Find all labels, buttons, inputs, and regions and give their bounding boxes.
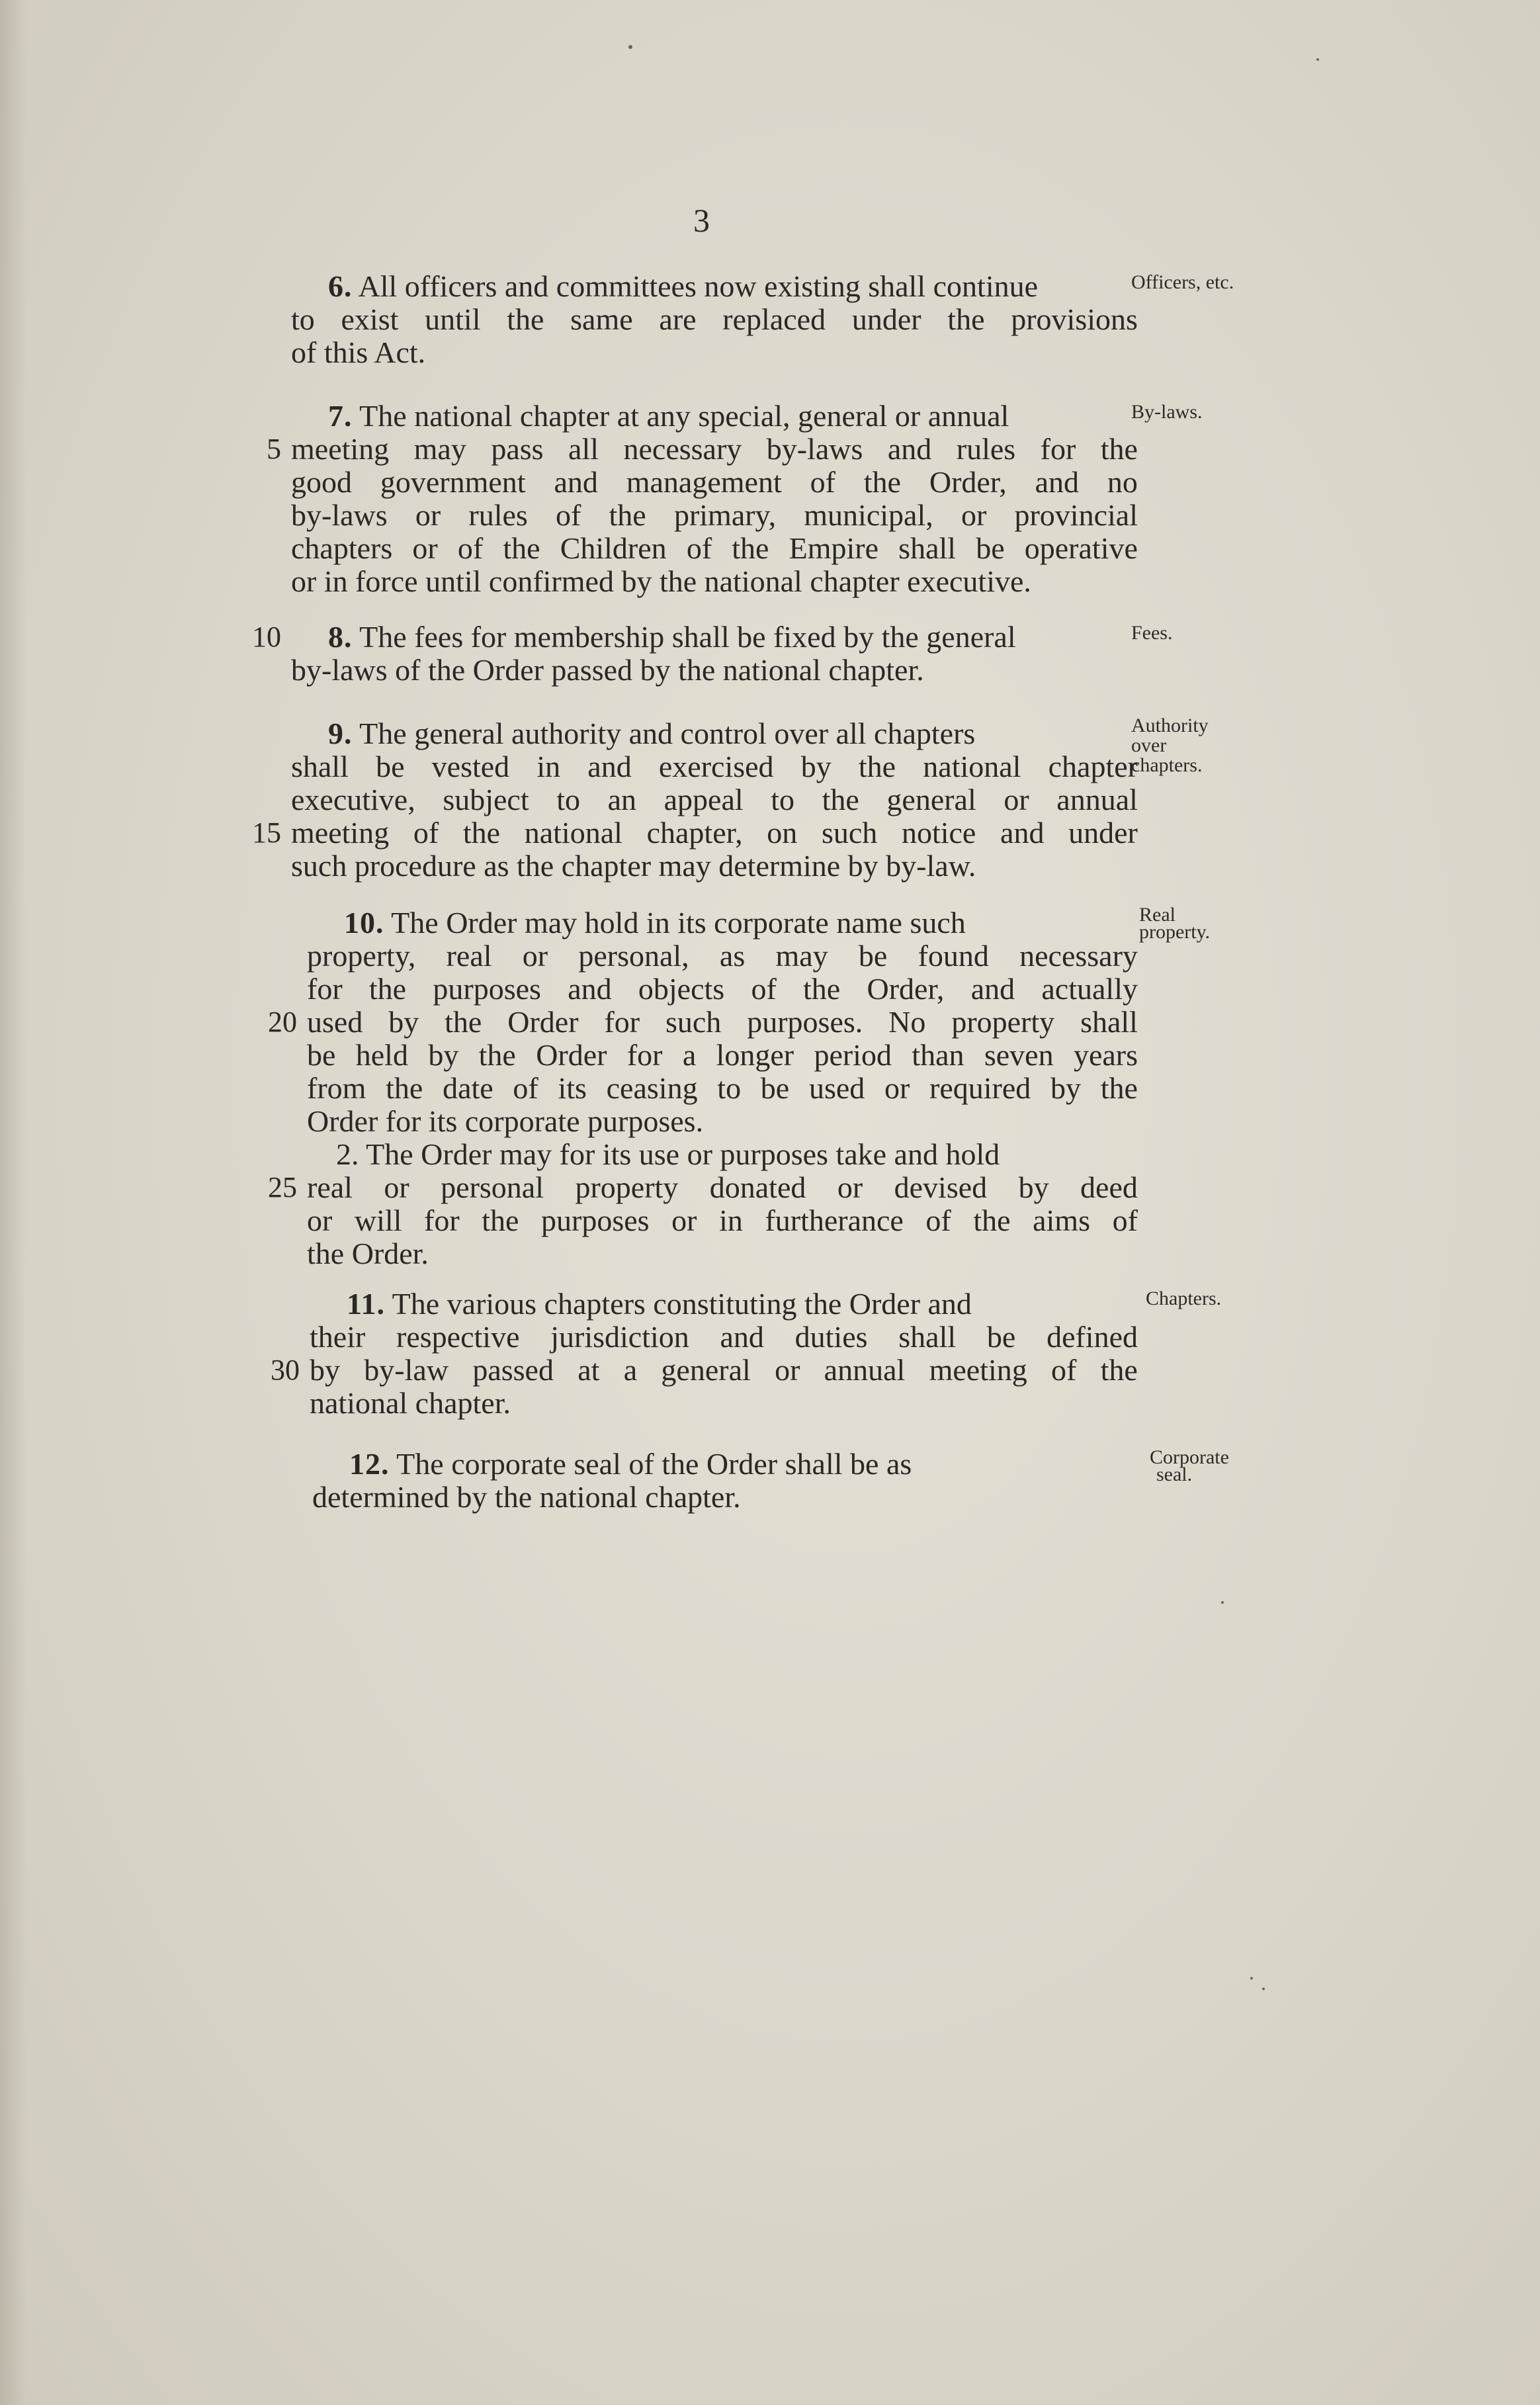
word: No (888, 1005, 926, 1039)
margin-note-by-laws: By-laws. (1131, 401, 1203, 423)
word: furtherance (765, 1203, 904, 1237)
word: Order, (929, 465, 1007, 499)
word: for (604, 1005, 640, 1039)
word: by (800, 750, 832, 783)
section-6 (291, 270, 1138, 369)
word: of (686, 531, 712, 565)
section-7-line-3 (291, 466, 1138, 499)
section-6-line-2 (291, 303, 1138, 336)
word: the (462, 816, 501, 850)
word: by (428, 1038, 459, 1072)
word: its (558, 1071, 587, 1105)
word: the (803, 972, 841, 1006)
margin-note-line: chapters. (1131, 754, 1203, 776)
word: by-law (364, 1353, 449, 1387)
word: or (884, 1071, 910, 1105)
section-10-line-7: Order for its corporate purposes. (307, 1104, 704, 1138)
word: shall (1080, 1005, 1138, 1039)
line-number: 25 (268, 1171, 297, 1203)
section-10-line-3 (307, 973, 1138, 1006)
word: at (578, 1353, 600, 1387)
word: under (851, 302, 921, 336)
word: or (412, 531, 438, 565)
word: period (814, 1038, 892, 1072)
word: deed (1080, 1170, 1138, 1204)
word: of (1051, 1353, 1077, 1387)
word: general (886, 783, 976, 816)
word: subject (443, 783, 529, 816)
word: and (554, 465, 598, 499)
margin-note-chapters: Chapters. (1146, 1288, 1222, 1309)
section-text: The corporate seal of the Order shall be as (396, 1447, 912, 1481)
word: chapter, (646, 816, 743, 850)
word: and (720, 1320, 764, 1354)
line-number: 15 (252, 816, 281, 849)
word: notice (901, 816, 976, 850)
word: management (626, 465, 782, 499)
line-number: 30 (271, 1354, 300, 1386)
word: as (719, 939, 746, 973)
section-text: All officers and committees now existing shall continue (358, 269, 1039, 303)
word: years (1073, 1038, 1138, 1072)
word: aims (1033, 1203, 1090, 1237)
section-11-line-4: national chapter. (310, 1386, 511, 1420)
section-7-line-4 (291, 499, 1138, 532)
word: be (986, 1320, 1016, 1354)
word: Order (536, 1038, 607, 1072)
section-number: 10. (344, 906, 384, 940)
word: chapters (291, 531, 393, 565)
word: of (810, 465, 835, 499)
word: the (947, 302, 985, 336)
word: may (413, 432, 466, 466)
section-10-line-5 (307, 1039, 1138, 1072)
word: for (424, 1203, 460, 1237)
word: meeting (291, 432, 390, 466)
word: purposes (541, 1203, 650, 1237)
section-9-line-5: such procedure as the chapter may determine by by-law. (291, 849, 976, 883)
word: respective (396, 1320, 520, 1354)
word: personal (441, 1170, 544, 1204)
section-10-line-2 (307, 940, 1138, 973)
word: or (775, 1353, 800, 1387)
word: and (887, 432, 932, 466)
section-8 (252, 620, 1138, 687)
section-text (291, 433, 1138, 466)
paper-speck (628, 45, 632, 49)
word: such (665, 1005, 722, 1039)
word: and (568, 972, 612, 1006)
word: actually (1041, 972, 1138, 1006)
section-10-line-1 (307, 906, 1138, 940)
word: the (445, 1005, 482, 1039)
section-number: 8. (328, 620, 353, 654)
word: or (384, 1170, 409, 1204)
word: of (513, 1071, 538, 1105)
word: the (858, 750, 896, 783)
word: a (623, 1353, 638, 1387)
word: good (291, 465, 352, 499)
word: devised (894, 1170, 988, 1204)
word: held (355, 1038, 408, 1072)
line-number: 10 (252, 621, 281, 653)
word: by (310, 1353, 340, 1387)
word: seven (984, 1038, 1054, 1072)
word: pass (491, 432, 544, 466)
section-number: 9. (328, 717, 353, 750)
word: by (1050, 1071, 1082, 1105)
word: the (386, 1071, 423, 1105)
word: to (717, 1071, 742, 1105)
word: replaced (722, 302, 826, 336)
margin-note-line: seal. (1156, 1464, 1193, 1485)
word: the (822, 783, 859, 816)
word: vested (431, 750, 510, 783)
section-number: 7. (328, 399, 353, 433)
margin-note-authority (1131, 716, 1209, 775)
word: necessary (1019, 939, 1138, 973)
section-text (310, 1354, 1138, 1387)
word: appeal (663, 783, 744, 816)
section-7-line-6: or in force until confirmed by the national chapter executive. (291, 564, 1031, 598)
word: be (858, 939, 888, 973)
section-text: The fees for membership shall be fixed by the general (359, 620, 1016, 654)
word: Children (560, 531, 667, 565)
word: provisions (1011, 302, 1138, 336)
word: operative (1024, 531, 1138, 565)
word: used (307, 1005, 363, 1039)
word: be (760, 1071, 790, 1105)
word: Order (507, 1005, 579, 1039)
word: of (925, 1203, 951, 1237)
section-text: The national chapter at any special, general or annual (359, 399, 1009, 433)
section-6-line-3: of this Act. (291, 335, 426, 369)
word: are (659, 302, 697, 336)
word: meeting (929, 1353, 1027, 1387)
section-12 (312, 1448, 1140, 1514)
section-10-subsection-line-1: 2. The Order may for its use or purposes take and hold (336, 1137, 1000, 1171)
word: or (415, 498, 441, 532)
word: or (961, 498, 987, 532)
word: passed (472, 1353, 554, 1387)
section-8-line-2: by-laws of the Order passed by the national chapter. (291, 653, 924, 687)
word: by-laws (291, 498, 388, 532)
word: property, (307, 939, 416, 973)
section-number: 12. (349, 1447, 390, 1481)
word: or (1004, 783, 1029, 816)
word: the (863, 465, 901, 499)
word: provincial (1014, 498, 1138, 532)
word: objects (638, 972, 725, 1006)
paper-speck (1221, 1601, 1224, 1604)
word: government (380, 465, 526, 499)
word: under (1068, 816, 1138, 850)
word: may (775, 939, 828, 973)
line-number: 5 (267, 433, 281, 465)
section-10 (268, 906, 1138, 1270)
word: of (751, 972, 777, 1006)
word: their (310, 1320, 366, 1354)
section-11-line-1 (310, 1288, 1138, 1321)
word: than (912, 1038, 964, 1072)
section-text (307, 1171, 1138, 1204)
word: a (682, 1038, 697, 1072)
margin-note-line: property. (1139, 921, 1211, 943)
word: chapter (1048, 750, 1138, 783)
word: the (973, 1203, 1011, 1237)
section-12-line-2: determined by the national chapter. (312, 1480, 741, 1514)
word: defined (1047, 1320, 1138, 1354)
word: the (368, 972, 407, 1006)
section-9-line-4 (252, 816, 1138, 850)
word: real (446, 939, 492, 973)
section-9-line-3 (291, 783, 1138, 816)
word: same (570, 302, 633, 336)
word: of (556, 498, 581, 532)
word: for (626, 1038, 663, 1072)
word: duties (794, 1320, 868, 1354)
word: and (1000, 816, 1045, 850)
section-6-line-1 (291, 270, 1138, 303)
word: for (1040, 432, 1076, 466)
word: no (1107, 465, 1138, 499)
word: be (307, 1038, 336, 1072)
word: or (837, 1170, 863, 1204)
margin-note-officers: Officers, etc. (1131, 271, 1234, 293)
word: property (951, 1005, 1055, 1039)
word: for (307, 972, 343, 1006)
word: used (808, 1071, 865, 1105)
margin-note-real-property (1139, 905, 1210, 942)
section-9-line-1 (291, 717, 1138, 750)
word: on (767, 816, 798, 850)
word: by (1018, 1170, 1049, 1204)
word: exercised (658, 750, 774, 783)
word: or (671, 1203, 697, 1237)
section-10-subsection-line-2 (268, 1170, 1138, 1204)
section-text: The various chapters constituting the Order and (392, 1287, 972, 1321)
section-11 (271, 1287, 1138, 1420)
section-text (291, 816, 1138, 850)
word: or (307, 1203, 333, 1237)
word: date (443, 1071, 493, 1105)
word: longer (716, 1038, 794, 1072)
section-7-line-2 (267, 432, 1138, 466)
section-11-line-3 (271, 1353, 1138, 1387)
margin-note-line: over (1131, 734, 1167, 756)
word: general (661, 1353, 751, 1387)
section-7-line-1 (291, 400, 1138, 433)
paper-speck (1316, 58, 1319, 61)
word: or (522, 939, 548, 973)
word: purposes (433, 972, 541, 1006)
paper-speck (1262, 1988, 1265, 1990)
section-10-line-4 (268, 1005, 1138, 1039)
word: exist (341, 302, 399, 336)
word: the (1100, 1353, 1138, 1387)
section-7 (267, 399, 1138, 598)
word: be (976, 531, 1005, 565)
word: and (1035, 465, 1080, 499)
word: of (457, 531, 484, 565)
word: in (536, 750, 561, 783)
word: jurisdiction (550, 1320, 689, 1354)
word: the (478, 1038, 516, 1072)
word: Empire (789, 531, 879, 565)
word: the (1100, 432, 1138, 466)
section-7-line-5 (291, 532, 1138, 565)
word: to (556, 783, 580, 816)
word: the (503, 531, 540, 565)
word: shall (291, 750, 349, 783)
word: executive, (291, 783, 415, 816)
word: municipal, (804, 498, 933, 532)
margin-note-line: Real (1139, 904, 1176, 926)
word: from (307, 1071, 366, 1105)
word: and (970, 972, 1015, 1006)
word: until (425, 302, 481, 336)
word: by-laws (766, 432, 863, 466)
section-text: The Order may hold in its corporate name such (391, 906, 966, 940)
word: donated (709, 1170, 806, 1204)
word: property (575, 1170, 679, 1204)
line-number: 20 (268, 1006, 297, 1038)
word: will (354, 1203, 402, 1237)
word: shall (898, 1320, 957, 1354)
margin-note-corporate-seal (1150, 1448, 1229, 1485)
word: meeting (291, 816, 390, 850)
margin-note-fees: Fees. (1131, 622, 1173, 644)
word: annual (1056, 783, 1138, 816)
word: to (291, 302, 315, 336)
word: Order, (867, 972, 945, 1006)
word: primary, (673, 498, 777, 532)
word: the (482, 1203, 519, 1237)
word: the (732, 531, 769, 565)
word: by (388, 1005, 419, 1039)
word: such (821, 816, 878, 850)
section-text: The general authority and control over all chapters (359, 717, 976, 750)
word: the (507, 302, 544, 336)
word: of (1112, 1203, 1138, 1237)
section-9 (252, 717, 1138, 883)
section-text (307, 1006, 1138, 1039)
section-10-subsection-line-4: the Order. (307, 1237, 429, 1270)
section-11-line-2 (310, 1321, 1138, 1354)
word: national (923, 750, 1021, 783)
word: personal, (578, 939, 689, 973)
margin-note-line: Authority (1131, 715, 1209, 736)
word: purposes. (747, 1005, 863, 1039)
word: in (719, 1203, 743, 1237)
word: necessary (623, 432, 742, 466)
word: annual (824, 1353, 906, 1387)
section-10-subsection-line-3 (307, 1204, 1138, 1237)
word: an (607, 783, 637, 816)
section-10-line-6 (307, 1072, 1138, 1105)
margin-note-line: Corporate (1150, 1446, 1229, 1468)
word: all (568, 432, 599, 466)
section-12-line-1 (312, 1448, 1140, 1481)
section-number: 6. (328, 269, 353, 303)
section-number: 11. (347, 1287, 385, 1321)
word: the (1100, 1071, 1138, 1105)
word: and (587, 750, 632, 783)
word: required (929, 1071, 1031, 1105)
word: to (771, 783, 795, 816)
word: be (376, 750, 405, 783)
word: rules (956, 432, 1016, 466)
word: of (413, 816, 439, 850)
word: the (609, 498, 646, 532)
word: found (918, 939, 989, 973)
word: national (524, 816, 622, 850)
word: shall (898, 531, 957, 565)
word: rules (468, 498, 528, 532)
section-9-line-2 (291, 750, 1138, 783)
page-number: 3 (693, 202, 710, 239)
word: real (307, 1170, 353, 1204)
section-8-line-1 (252, 620, 1138, 654)
word: ceasing (606, 1071, 698, 1105)
paper-speck (1250, 1977, 1253, 1980)
